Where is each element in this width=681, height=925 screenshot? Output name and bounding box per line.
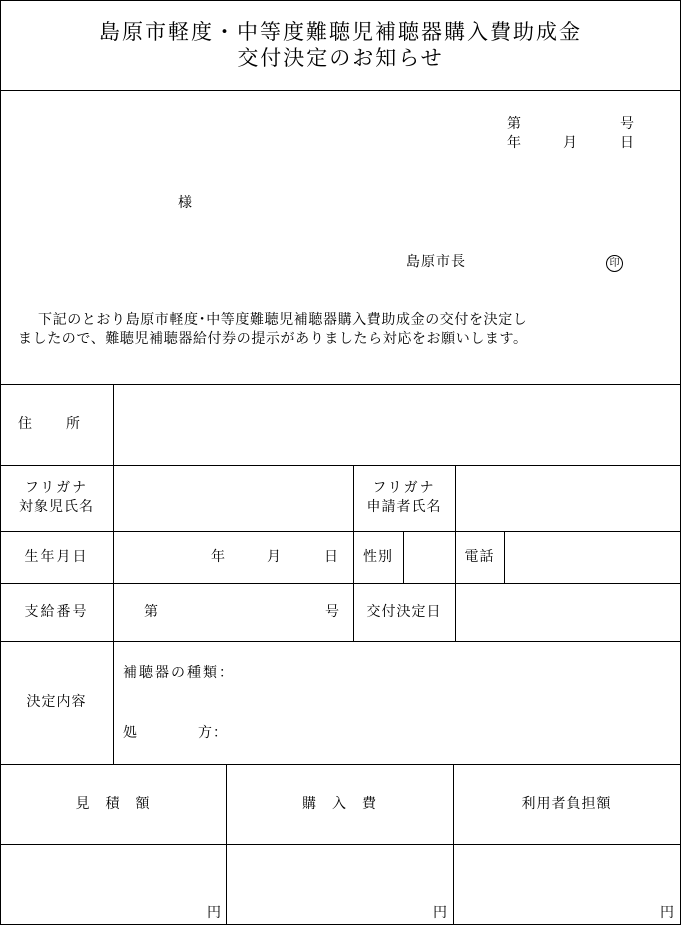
row-divider-names xyxy=(0,531,681,532)
date-month: 月 xyxy=(563,135,578,151)
row-divider-payment xyxy=(0,641,681,642)
applicant-furigana-label: フリガナ xyxy=(372,480,436,496)
title-divider xyxy=(0,90,681,91)
purchase-unit: 円 xyxy=(433,905,448,921)
cost-column-divider-1 xyxy=(226,764,227,925)
date-year: 年 xyxy=(507,135,522,151)
row-divider-decision xyxy=(0,764,681,765)
phone-label-right xyxy=(504,531,505,583)
address-label: 住 所 xyxy=(18,416,82,432)
user-burden-label: 利用者負担額 xyxy=(521,796,612,812)
gender-label: 性別 xyxy=(363,549,393,565)
estimate-unit: 円 xyxy=(207,905,222,921)
cost-column-divider-2 xyxy=(453,764,454,925)
user-burden-unit: 円 xyxy=(660,905,675,921)
birth-day: 日 xyxy=(324,549,339,565)
applicant-label-right xyxy=(455,465,456,531)
payment-no-prefix: 第 xyxy=(144,604,159,620)
birthdate-label: 生年月日 xyxy=(24,549,89,565)
birth-year: 年 xyxy=(211,549,226,565)
child-name-label: 対象児氏名 xyxy=(19,499,94,515)
addressee-honorific: 様 xyxy=(178,195,193,211)
estimate-label: 見 積 額 xyxy=(75,796,151,812)
row-divider-address xyxy=(0,465,681,466)
outer-border-top xyxy=(0,0,681,1)
row-divider-cost-header xyxy=(0,844,681,845)
prescription-label: 処 方： xyxy=(123,725,228,741)
notice-body-line2: ましたので、難聴児補聴器給付券の提示がありましたら対応をお願いします。 xyxy=(18,331,528,347)
birth-month: 月 xyxy=(267,549,282,565)
payment-no-label: 支給番号 xyxy=(24,604,89,620)
seal-stamp: 印 xyxy=(606,255,623,272)
label-column-divider xyxy=(113,384,114,764)
notice-divider xyxy=(0,384,681,385)
child-furigana-label: フリガナ xyxy=(24,480,89,496)
hearing-aid-type-label: 補聴器の種類： xyxy=(123,665,235,681)
number-suffix: 号 xyxy=(620,116,635,132)
decision-date-right xyxy=(455,583,456,641)
number-prefix: 第 xyxy=(507,116,522,132)
document-title-line2: 交付決定のお知らせ xyxy=(237,46,444,70)
decision-date-label: 交付決定日 xyxy=(366,604,442,620)
notice-body-line1: 下記のとおり島原市軽度･中等度難聴児補聴器購入費助成金の交付を決定し xyxy=(38,312,528,328)
row-divider-birth xyxy=(0,583,681,584)
outer-border-left xyxy=(0,0,1,925)
phone-label: 電話 xyxy=(464,549,495,565)
decision-content-label: 決定内容 xyxy=(26,694,87,710)
applicant-name-label: 申請者氏名 xyxy=(366,499,442,515)
purchase-label: 購 入 費 xyxy=(302,796,377,812)
issuer-name: 島原市長 xyxy=(406,254,466,270)
gender-value-left xyxy=(403,531,404,583)
date-day: 日 xyxy=(620,135,635,151)
payment-no-suffix: 号 xyxy=(325,604,340,620)
document-title-line1: 島原市軽度・中等度難聴児補聴器購入費助成金 xyxy=(99,20,582,44)
